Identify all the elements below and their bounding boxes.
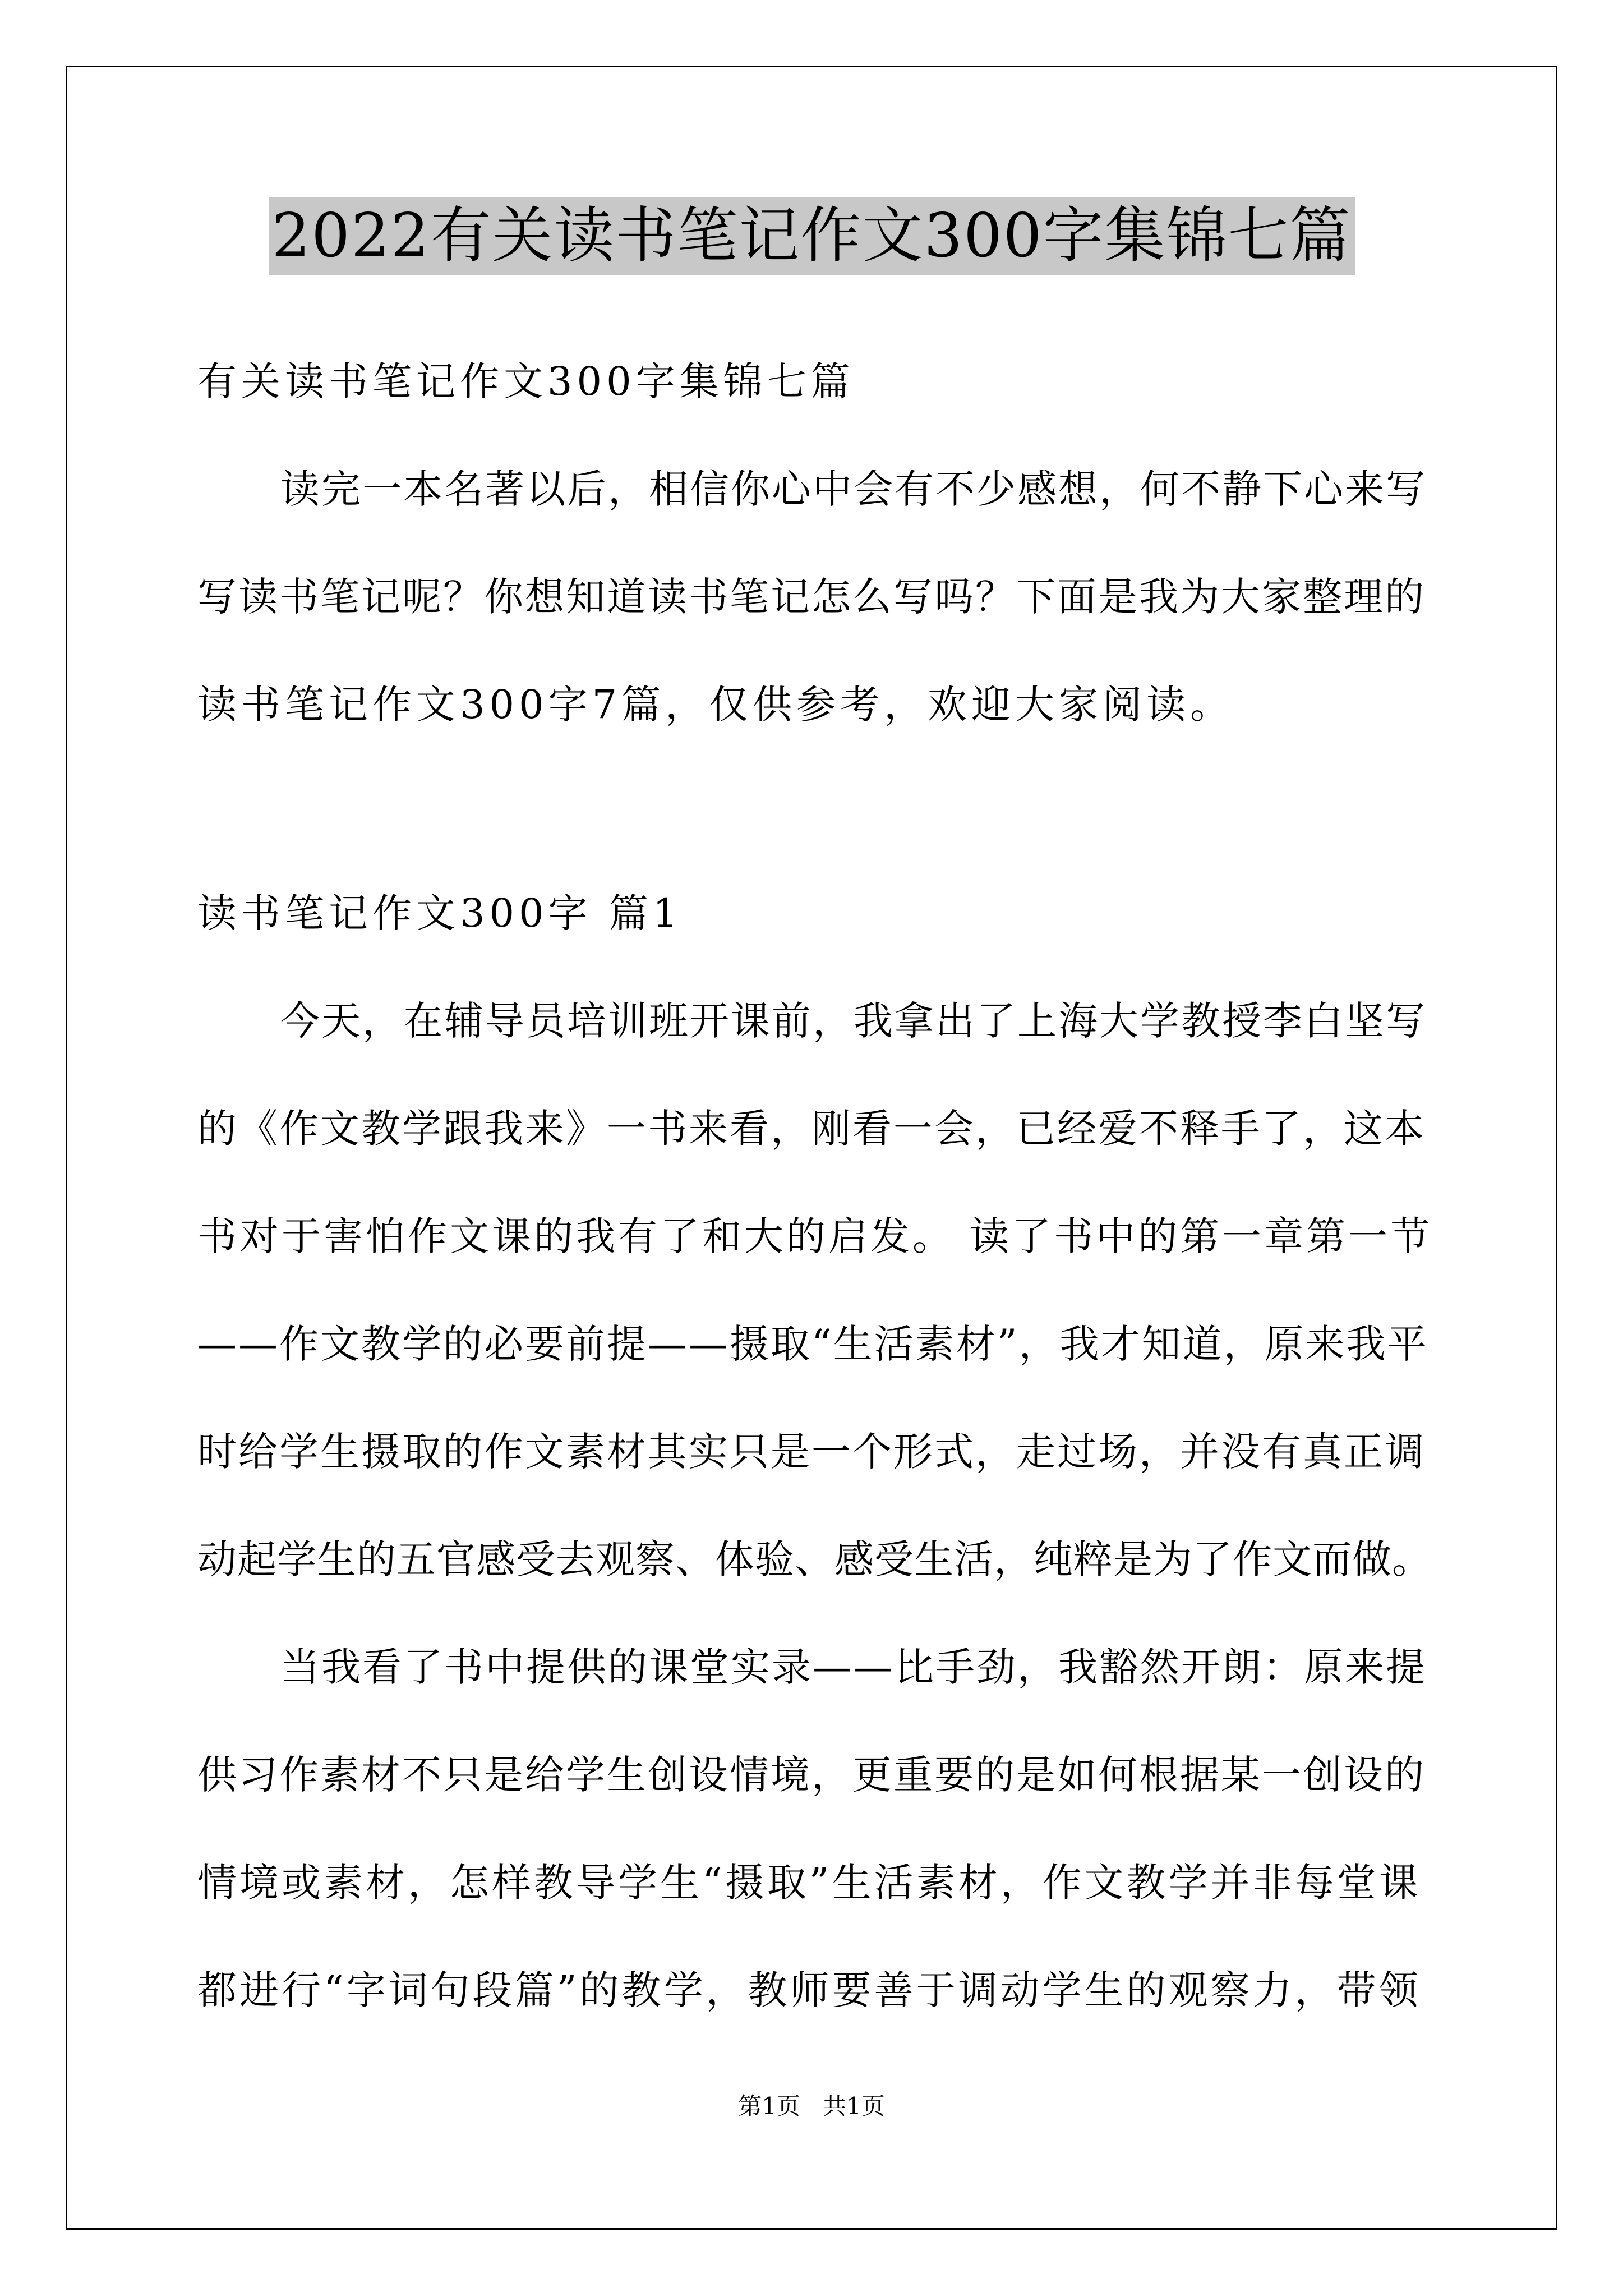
paragraph2-line-1: 当我看了书中提供的课堂实录——比手劲，我豁然开朗：原来提 [280, 1644, 1427, 1690]
document-title: 2022有关读书笔记作文300字集锦七篇 [269, 197, 1355, 275]
paragraph2-line-3: 情境或素材，怎样教导学生“摄取”生活素材，作文教学并非每堂课 [197, 1860, 1421, 1906]
page-number: 第1页 [738, 2092, 800, 2120]
paragraph1-line-2: 的《作文教学跟我来》一书来看，刚看一会，已经爱不释手了，这本 [197, 1106, 1426, 1152]
paragraph1-line-4: ——作文教学的必要前提——摄取“生活素材”，我才知道，原来我平 [197, 1321, 1428, 1367]
paragraph1-line-5: 时给学生摄取的作文素材其实只是一个形式，走过场，并没有真正调 [197, 1429, 1426, 1475]
intro-line-2: 写读书笔记呢？你想知道读书笔记怎么写吗？下面是我为大家整理的 [197, 574, 1426, 620]
section-heading: 读书笔记作文300字 篇1 [197, 890, 683, 936]
page-total: 共1页 [823, 2092, 885, 2120]
page-footer [0, 2092, 1623, 2120]
paragraph1-line-3: 书对于害怕作文课的我有了和大的启发。 读了书中的第一章第一节 [197, 1213, 1433, 1259]
paragraph1-line-6: 动起学生的五官感受去观察、体验、感受生活，纯粹是为了作文而做。 [197, 1536, 1432, 1582]
paragraph2-line-2: 供习作素材不只是给学生创设情境，更重要的是如何根据某一创设的 [197, 1752, 1426, 1798]
paragraph1-line-1: 今天，在辅导员培训班开课前，我拿出了上海大学教授李白坚写 [280, 998, 1427, 1044]
paragraph2-line-4: 都进行“字词句段篇”的教学，教师要善于调动学生的观察力，带领 [197, 1967, 1421, 2013]
title-container [0, 197, 1623, 275]
document-subtitle: 有关读书笔记作文300字集锦七篇 [197, 358, 855, 404]
intro-line-3: 读书笔记作文300字7篇，仅供参考，欢迎大家阅读。 [197, 682, 1234, 728]
intro-line-1: 读完一本名著以后，相信你心中会有不少感想，何不静下心来写 [280, 466, 1427, 512]
